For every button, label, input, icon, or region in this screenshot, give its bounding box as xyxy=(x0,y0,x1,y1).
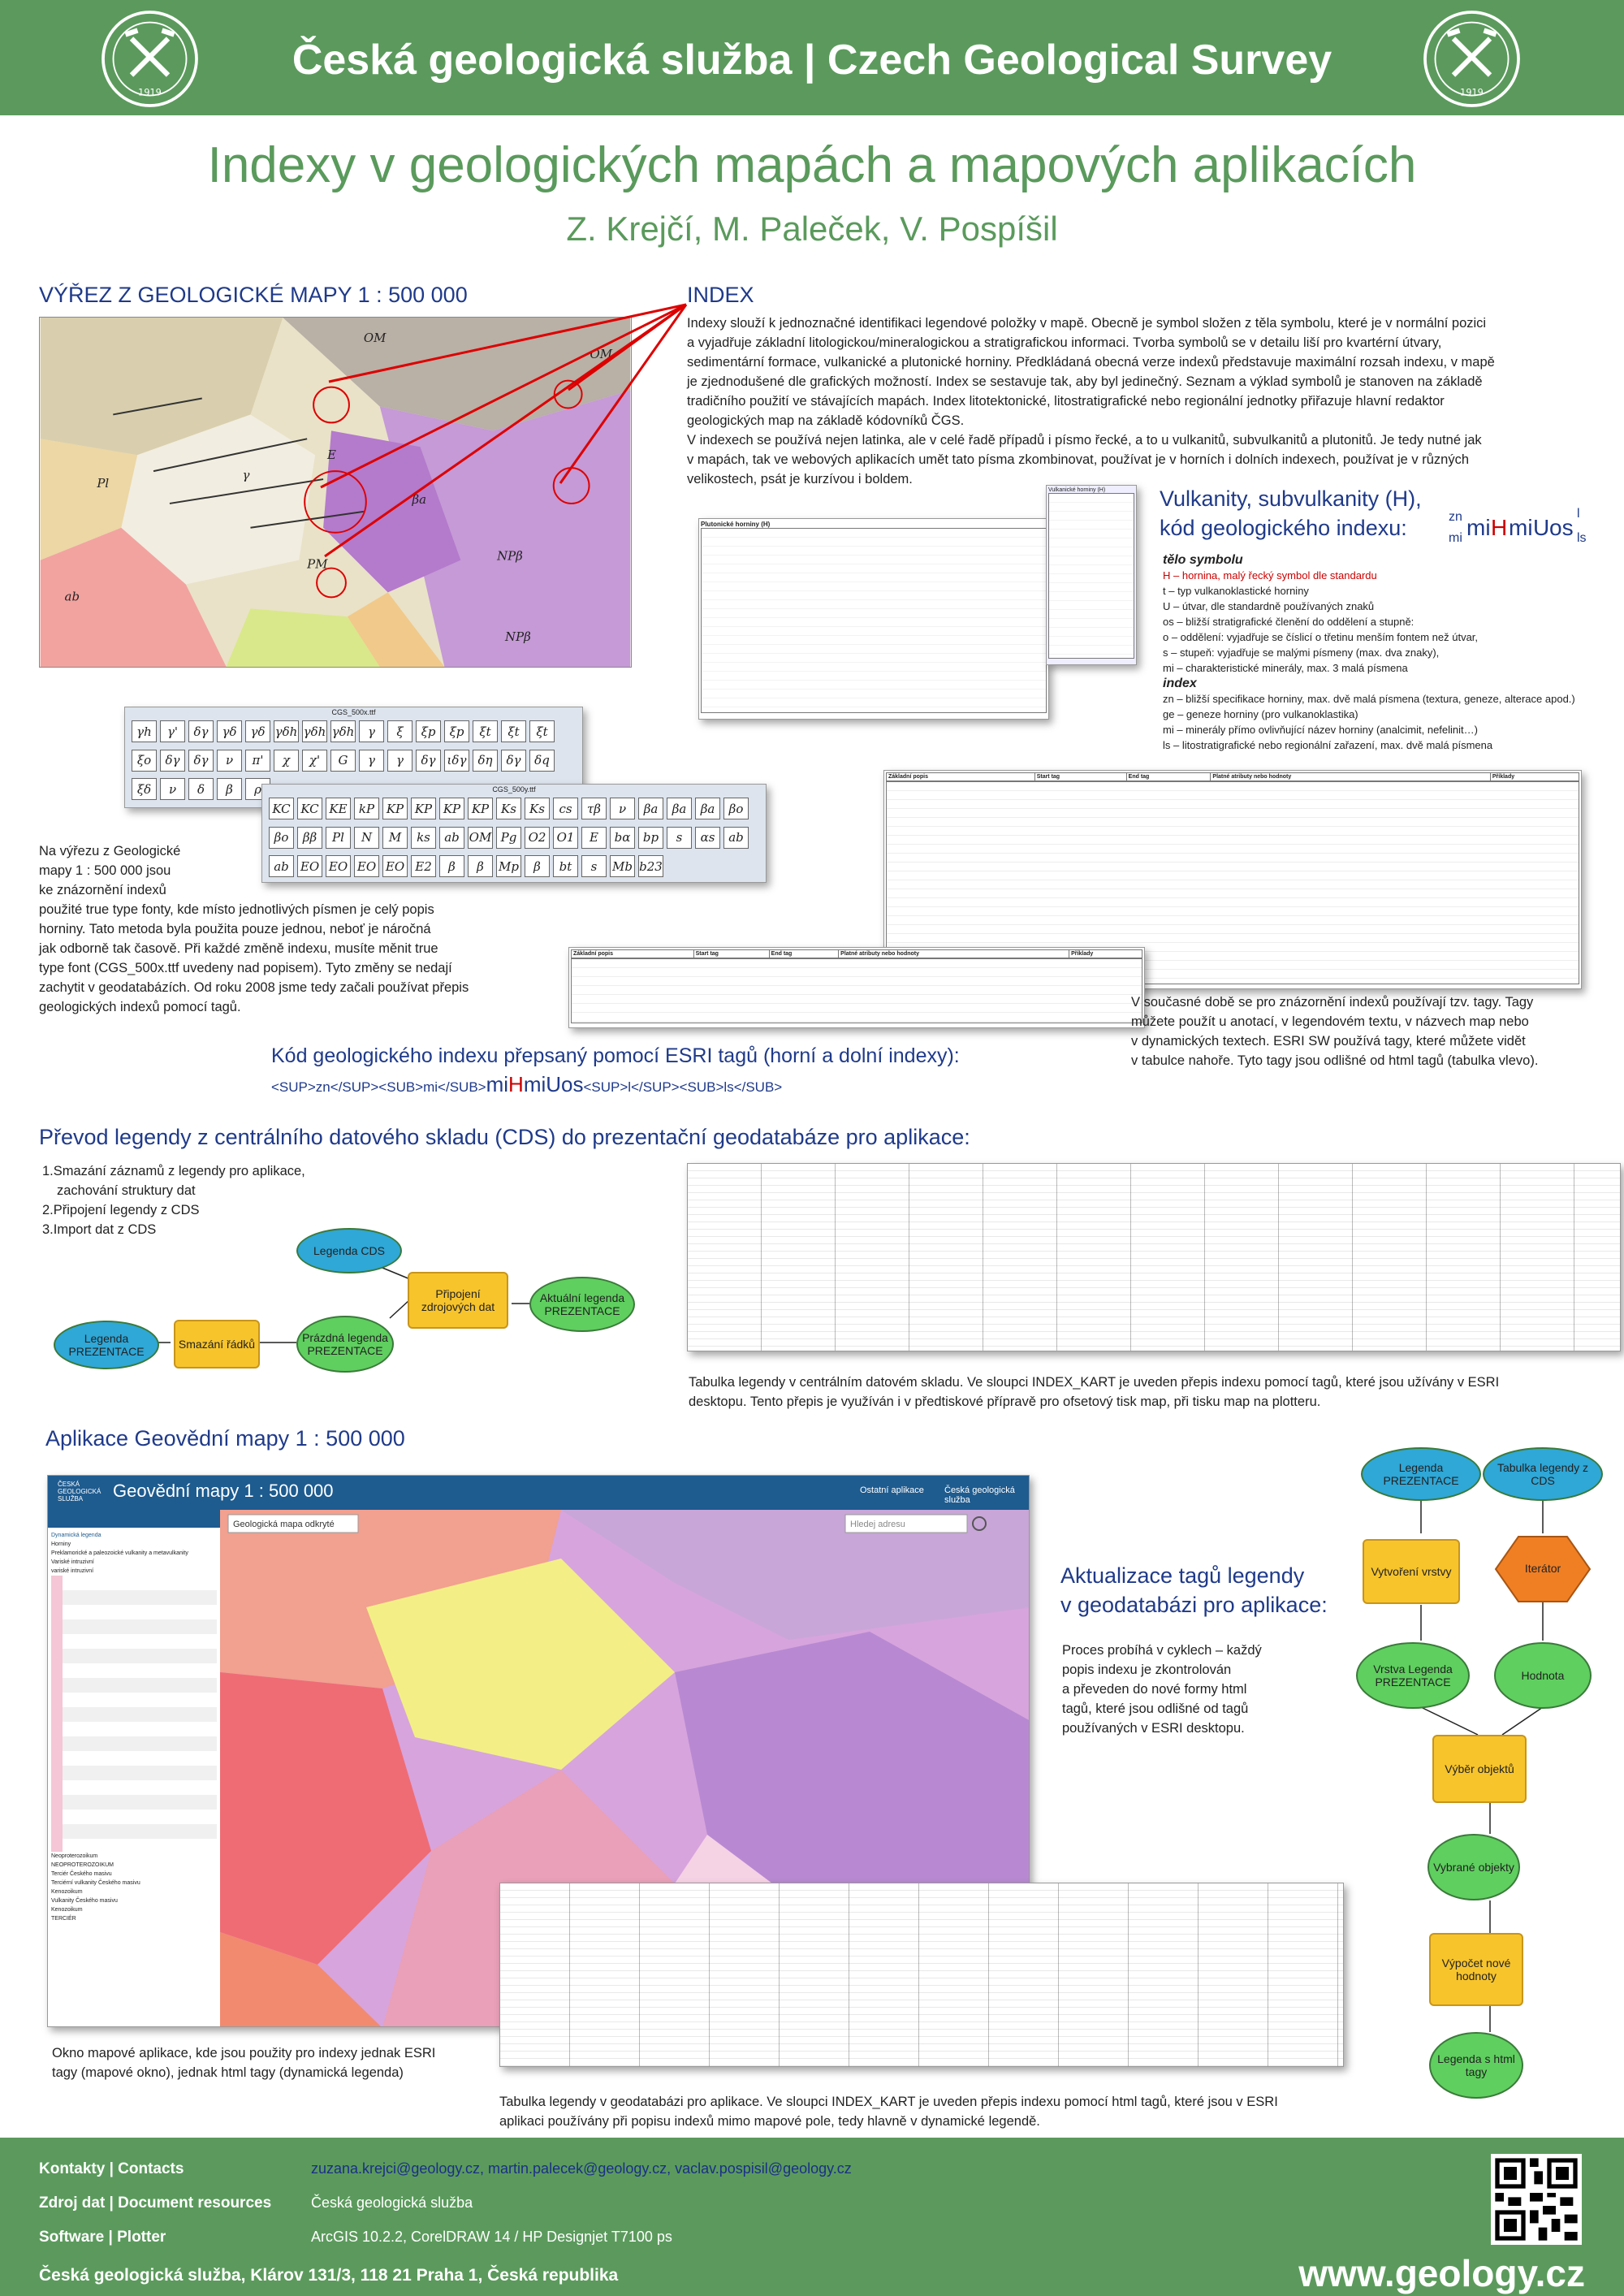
font-glyph: γ xyxy=(359,750,384,772)
font-glyph: KC xyxy=(269,798,294,819)
map-label: Pl xyxy=(97,476,110,491)
transfer-steps: 1.Smazání záznamů z legendy pro aplikace, zachování struktury dat 2.Připojení legendy z CDS 3.Import dat z CDS xyxy=(42,1164,305,1237)
contacts-label: Kontakty | Contacts xyxy=(39,2160,184,2177)
index-formula: zn mi mi H mi U os l ls xyxy=(1449,507,1587,545)
font-glyph: bt xyxy=(553,855,578,877)
font-glyph: ξt xyxy=(529,720,555,742)
font-glyph: KC xyxy=(297,798,322,819)
address: Česká geologická služba, Klárov 131/3, 118 21 Praha 1, Česká republika xyxy=(39,2266,619,2285)
legend-item[interactable]: Kenozoikum xyxy=(51,1907,83,1913)
svg-text:Iterátor: Iterátor xyxy=(1524,1562,1561,1575)
map-label: γ xyxy=(242,468,250,483)
map-section-heading: VÝŘEZ Z GEOLOGICKÉ MAPY 1 : 500 000 xyxy=(39,283,468,307)
font-glyph: ks xyxy=(411,827,436,849)
app-legend-table xyxy=(499,1883,1344,2067)
update-heading: Aktualizace tagů legendy v geodatabázi pro aplikace: xyxy=(1060,1563,1328,1617)
font-glyph: ν xyxy=(610,798,635,819)
nav-other-apps[interactable]: Ostatní aplikace xyxy=(860,1485,924,1495)
poster-authors: Z. Krejčí, M. Paleček, V. Pospíšil xyxy=(566,210,1058,248)
legend-item[interactable]: Preklamorické a paleozoické vulkanity a metavulkanity xyxy=(51,1550,188,1556)
volcanic-table-title: Vulkanické horniny (H) xyxy=(1048,487,1106,493)
font-glyph: KP xyxy=(382,798,408,819)
legend-item[interactable]: Neoproterozoikum xyxy=(51,1853,98,1859)
font-glyph: βa xyxy=(638,798,663,819)
map-label: NPβ xyxy=(497,548,523,564)
qr-code-icon xyxy=(1491,2154,1582,2245)
font-glyph: ab xyxy=(439,827,464,849)
font-glyph: ab xyxy=(269,855,294,877)
node-table-cds: Tabulka legendy z CDS xyxy=(1483,1447,1603,1501)
dynamic-legend-panel: Dynamická legenda Horniny Preklamorické a paleozoické vulkanity a metavulkanity Variské intruzivní variské intruzivní Neoproterozoikum NEOPROTEROZOIKUM Terciér Českého masivu Terciérní vulkanity Českého masivu Kenozoikum Vulkanity Českého masivu Kenozoikum TERCIÉR xyxy=(48,1510,220,2027)
font-glyph: O2 xyxy=(525,827,550,849)
font-glyph: KE xyxy=(326,798,351,819)
font-glyph: δγ xyxy=(188,750,214,772)
map-label: OM xyxy=(590,346,613,361)
search-input[interactable]: Hledej adresu xyxy=(850,1520,905,1529)
font-glyph: EO xyxy=(382,855,408,877)
font-glyph: KP xyxy=(411,798,436,819)
transfer-heading: Převod legendy z centrálního datového skladu (CDS) do prezentační geodatabáze pro aplikace: xyxy=(39,1125,970,1149)
app-titlebar xyxy=(48,1476,1030,1510)
cds-table-caption: Tabulka legendy v centrálním datovém skladu. Ve sloupci INDEX_KART je uveden přepis indexu pomocí tagů, které jsou užívány v ESRI desktopu. Tento přepis je využíván i v předtiskové přípravě pro ofsetový tisk map, při tisku map na plotteru. xyxy=(689,1375,1500,1409)
cds-legend-table xyxy=(687,1163,1621,1351)
esri-code: <SUP>zn</SUP><SUB>mi</SUB>miHmiUos<SUP>l</SUP><SUB>ls</SUB> xyxy=(271,1072,783,1096)
index-paragraph: Indexy slouží k jednoznačné identifikaci legendové položky v mapě. Obecně je symbol složen z těla symbolu, které je v normální pozici a vyjadřuje základní litologickou/mineralogickou a stratigrafickou informaci. Tvorba symbolů se v detailu liší pro kvartérní útvary, sedimentární formace, vulkanické a plutonické horniny. Předkládaná obecná verze indexů představuje maximální rozsah indexu, v mapě je zjednodušené dle grafických možností. Index se sestavuje tak, aby byl jedinečný. Seznam a výklad symbolů je stanoven na základě tradičního použití ve stávajících mapách. Index litotektonické, litostratigrafické nebo regionální jednotky přiřazuje hlavní redaktor geologických map na základě kódovníků ČGS. V indexech se používá nejen latinka, ale v celé řadě případů i písmo řecké, a to u vulkanitů, subvulkanitů a plutonitů. Je tedy nutné jak v mapách, tak ve webových aplikacích umět tato písma zkombinovat, používat je v horních i dolních indexech, používat je v různých velikostech, psát je kurzívou i boldem. xyxy=(687,316,1495,486)
node-current-legend: Aktuální legenda PREZENTACE xyxy=(529,1277,635,1332)
font-glyph: s xyxy=(667,827,692,849)
legend-item[interactable]: TERCIÉR xyxy=(51,1916,76,1922)
app-heading: Aplikace Geovědní mapy 1 : 500 000 xyxy=(45,1426,405,1451)
node-legenda-cds: Legenda CDS xyxy=(296,1228,402,1273)
font-glyph: EO xyxy=(354,855,379,877)
font-glyph: bα xyxy=(610,827,635,849)
font-glyph: δη xyxy=(473,750,498,772)
font-glyph: OM xyxy=(468,827,493,849)
font-glyph: E2 xyxy=(411,855,436,877)
font-glyph: KP xyxy=(468,798,493,819)
font-glyph: π' xyxy=(245,750,270,772)
footer xyxy=(0,2138,1624,2296)
font-glyph: ξp xyxy=(416,720,441,742)
app-table-caption: Tabulka legendy v geodatabázi pro aplikace. Ve sloupci INDEX_KART je uveden přepis indexu pomocí html tagů, které jsou v ESRI aplikaci používány při popisu indexů mimo mapové pole, tedy hlavně v dynamické legendě. xyxy=(499,2095,1278,2129)
header-bar xyxy=(0,0,1624,115)
website-link[interactable]: www.geology.cz xyxy=(1298,2252,1585,2294)
font-glyph: bp xyxy=(638,827,663,849)
svg-text:1919: 1919 xyxy=(138,87,162,98)
map-label: ab xyxy=(64,589,80,604)
poster-title: Indexy v geologických mapách a mapových aplikacích xyxy=(207,137,1417,193)
app-logo: ČESKÁ GEOLOGICKÁ SLUŽBA xyxy=(58,1481,102,1503)
node-legenda-prezentace: Legenda PREZENTACE xyxy=(54,1321,159,1369)
font-window-title: CGS_500x.ttf xyxy=(331,708,376,716)
font-glyph: β xyxy=(439,855,464,877)
map-label: E xyxy=(327,448,336,463)
map-label: NPβ xyxy=(505,629,531,645)
font-glyph: βa xyxy=(695,798,720,819)
font-glyph: ν xyxy=(217,750,242,772)
app-title: Geovědní mapy 1 : 500 000 xyxy=(113,1481,334,1501)
font-glyph: βo xyxy=(723,798,749,819)
tags-note: V současné době se pro znázornění indexů používají tzv. tagy. Tagy můžete použít u anotací, v legendovém textu, v názvech map nebo v dynamických textech. ESRI SW používá tagy, které můžete vidět v tabulce nahoře. Tyto tagy jsou odlišné od html tagů (tabulka vlevo). xyxy=(1131,995,1539,1068)
font-glyph: δγ xyxy=(501,750,526,772)
map-label: OM xyxy=(363,330,387,345)
font-glyph: γ xyxy=(387,750,412,772)
font-glyph: O1 xyxy=(553,827,578,849)
map-label: βa xyxy=(412,491,427,507)
node-layer: Vrstva Legenda PREZENTACE xyxy=(1356,1642,1470,1709)
font-glyph: γ xyxy=(359,720,384,742)
node-delete-rows: Smazání řádků xyxy=(174,1320,260,1369)
font-glyph: δγ xyxy=(416,750,441,772)
font-glyph: G xyxy=(330,750,356,772)
node-legenda-prezentace-2: Legenda PREZENTACE xyxy=(1361,1447,1481,1501)
font-glyph: M xyxy=(382,827,408,849)
legend-item[interactable]: variské intruzivní xyxy=(51,1568,94,1574)
font-glyph: cs xyxy=(553,798,578,819)
font-glyph: EO xyxy=(297,855,322,877)
callout-lines xyxy=(309,301,690,593)
font-glyph: χ xyxy=(274,750,299,772)
nav-cgs[interactable]: Česká geologická služba xyxy=(944,1485,1015,1505)
layer-select[interactable]: Geologická mapa odkryté xyxy=(233,1520,335,1529)
software-value: ArcGIS 10.2.2, CorelDRAW 14 / HP Designjet T7100 ps xyxy=(311,2229,672,2245)
html-tags-table: Základní popis Start tag End tag Platné atributy nebo hodnoty Příklady xyxy=(568,947,1145,1028)
font-glyph: γδh xyxy=(274,720,299,742)
font-glyph: τβ xyxy=(581,798,607,819)
font-glyph: γh xyxy=(132,720,157,742)
font-glyph: ρ xyxy=(245,778,270,800)
font-glyph: ιδγ xyxy=(444,750,469,772)
source-label: Zdroj dat | Document resources xyxy=(39,2194,272,2212)
font-glyph: δ xyxy=(188,778,214,800)
plutonic-rocks-table xyxy=(698,518,1049,720)
legend-item[interactable]: Terciérní vulkanity Českého masivu xyxy=(51,1880,140,1886)
map-caption: Na výřezu z Geologické mapy 1 : 500 000 jsou ke znázornění indexů použité true type fonty, kde místo jednotlivých písmen je celý popis horniny. Tato metoda byla použita pouze jednou, neboť je náročná jak odborně tak časově. Při každé změně indexu, musíte měnit true type font (CGS_500x.ttf uvedeny nad popisem). Tyto změny se nedají zachytit v geodatabázích. Od roku 2008 jsme tedy začali používat přepis geologických indexů pomocí tagů. xyxy=(39,844,469,1014)
font-glyph: δγ xyxy=(188,720,214,742)
svg-text:1919: 1919 xyxy=(1460,87,1484,98)
index-heading: INDEX xyxy=(687,283,754,307)
node-select-objects: Výběr objektů xyxy=(1432,1735,1527,1803)
legend-item[interactable]: Variské intruzivní xyxy=(51,1559,94,1565)
font-glyph: ξδ xyxy=(132,778,157,800)
font-glyph: Mb xyxy=(610,855,635,877)
font-glyph: δq xyxy=(529,750,555,772)
font-glyph: βa xyxy=(667,798,692,819)
legend-item[interactable]: NEOPROTEROZOIKUM xyxy=(51,1862,114,1868)
font-glyph: ab xyxy=(723,827,749,849)
legend-item[interactable]: Terciér Českého masivu xyxy=(51,1871,112,1877)
font-glyph: N xyxy=(354,827,379,849)
source-value: Česká geologická služba xyxy=(311,2194,473,2211)
font-glyph: ν xyxy=(160,778,185,800)
font-glyph: KP xyxy=(439,798,464,819)
font-glyph: ξo xyxy=(132,750,157,772)
font-glyph: χ' xyxy=(302,750,327,772)
esri-heading: Kód geologického indexu přepsaný pomocí ESRI tagů (horní a dolní indexy): xyxy=(271,1044,960,1067)
node-value: Hodnota xyxy=(1494,1642,1592,1709)
font-window-title: CGS_500y.ttf xyxy=(492,785,536,793)
node-create-layer: Vytvoření vrstvy xyxy=(1363,1539,1460,1604)
font-glyph: γδ xyxy=(217,720,242,742)
app-caption: Okno mapové aplikace, kde jsou použity pro indexy jednak ESRI tagy (mapové okno), jednak html tagy (dynamická legenda) xyxy=(52,2046,436,2080)
font-glyph: β xyxy=(468,855,493,877)
font-glyph: γδ xyxy=(245,720,270,742)
font-glyph: Mp xyxy=(496,855,521,877)
node-iterator xyxy=(1494,1535,1592,1603)
node-selected-objects: Vybrané objekty xyxy=(1427,1834,1520,1900)
font-glyph: b23 xyxy=(638,855,663,877)
font-glyph: ξt xyxy=(473,720,498,742)
esri-tags-table: Základní popis Start tag End tag Platné atributy nebo hodnoty Příklady xyxy=(883,770,1582,989)
volcanic-explanation: tělo symbolu H – hornina, malý řecký symbol dle standardu t – typ vulkanoklastické horniny U – útvar, dle standardně používaných znaků os – bližší stratigrafické členění do oddělení a stupně: o – oddělení: vyjadřuje se číslicí o třetinu menším fontem než útvar, s – stupeň: vyjadřuje se malými písmeny (max. dva znaky), mi – charakteristické minerály, max. 3 malá písmena index zn – bližší specifikace horniny, max. dvě malá písmena (textura, geneze, alterace apod.) ge – geneze horniny (pro vulkanoklastika) mi – minerály přímo ovlivňující název horniny (analcimit, nefelinit…) ls – litostratigrafické nebo regionální zařazení, max. dvě malá písmena xyxy=(1163,553,1575,751)
font-glyph: γ' xyxy=(160,720,185,742)
legend-item[interactable]: Vulkanity Českého masivu xyxy=(51,1898,118,1904)
font-glyph: EO xyxy=(326,855,351,877)
font-glyph: γδh xyxy=(330,720,356,742)
font-glyph: Pg xyxy=(496,827,521,849)
node-join-data: Připojení zdrojových dat xyxy=(408,1272,508,1329)
font-glyph: E xyxy=(581,827,607,849)
font-glyph: αs xyxy=(695,827,720,849)
software-label: Software | Plotter xyxy=(39,2229,166,2246)
update-text: Proces probíhá v cyklech – každý popis indexu je zkontrolován a převeden do nové formy html tagů, které jsou odlišné od tagů používaných v ESRI desktopu. xyxy=(1062,1643,1262,1736)
volcanic-rocks-table xyxy=(1046,485,1137,665)
legend-item[interactable]: Horniny xyxy=(51,1541,71,1547)
font-glyph: ξt xyxy=(501,720,526,742)
font-glyph: β xyxy=(525,855,550,877)
font-glyph: ξp xyxy=(444,720,469,742)
font-glyph: kP xyxy=(354,798,379,819)
node-html-legend: Legenda s html tagy xyxy=(1429,2032,1523,2099)
font-glyph: Ks xyxy=(496,798,521,819)
node-empty-legend: Prázdná legenda PREZENTACE xyxy=(296,1316,394,1373)
node-compute-value: Výpočet nové hodnoty xyxy=(1429,1933,1523,2006)
font-glyph: Ks xyxy=(525,798,550,819)
map-label: PM xyxy=(307,556,328,572)
font-glyph: Pl xyxy=(326,827,351,849)
font-glyph: s xyxy=(581,855,607,877)
header-title: Česká geologická služba | Czech Geological Survey xyxy=(292,37,1332,84)
volcanic-heading: Vulkanity, subvulkanity (H), kód geologického indexu: xyxy=(1160,486,1422,540)
font-glyph: β xyxy=(217,778,242,800)
font-glyph: ξ xyxy=(387,720,412,742)
legend-item[interactable]: Kenozoikum xyxy=(51,1889,83,1895)
contacts-emails[interactable]: zuzana.krejci@geology.cz, martin.palecek@geology.cz, vaclav.pospisil@geology.cz xyxy=(311,2160,852,2177)
font-glyph: γδh xyxy=(302,720,327,742)
font-glyph: ββ xyxy=(297,827,322,849)
font-glyph: βo xyxy=(269,827,294,849)
plutonic-table-title: Plutonické horniny (H) xyxy=(701,521,771,528)
font-glyph: δγ xyxy=(160,750,185,772)
